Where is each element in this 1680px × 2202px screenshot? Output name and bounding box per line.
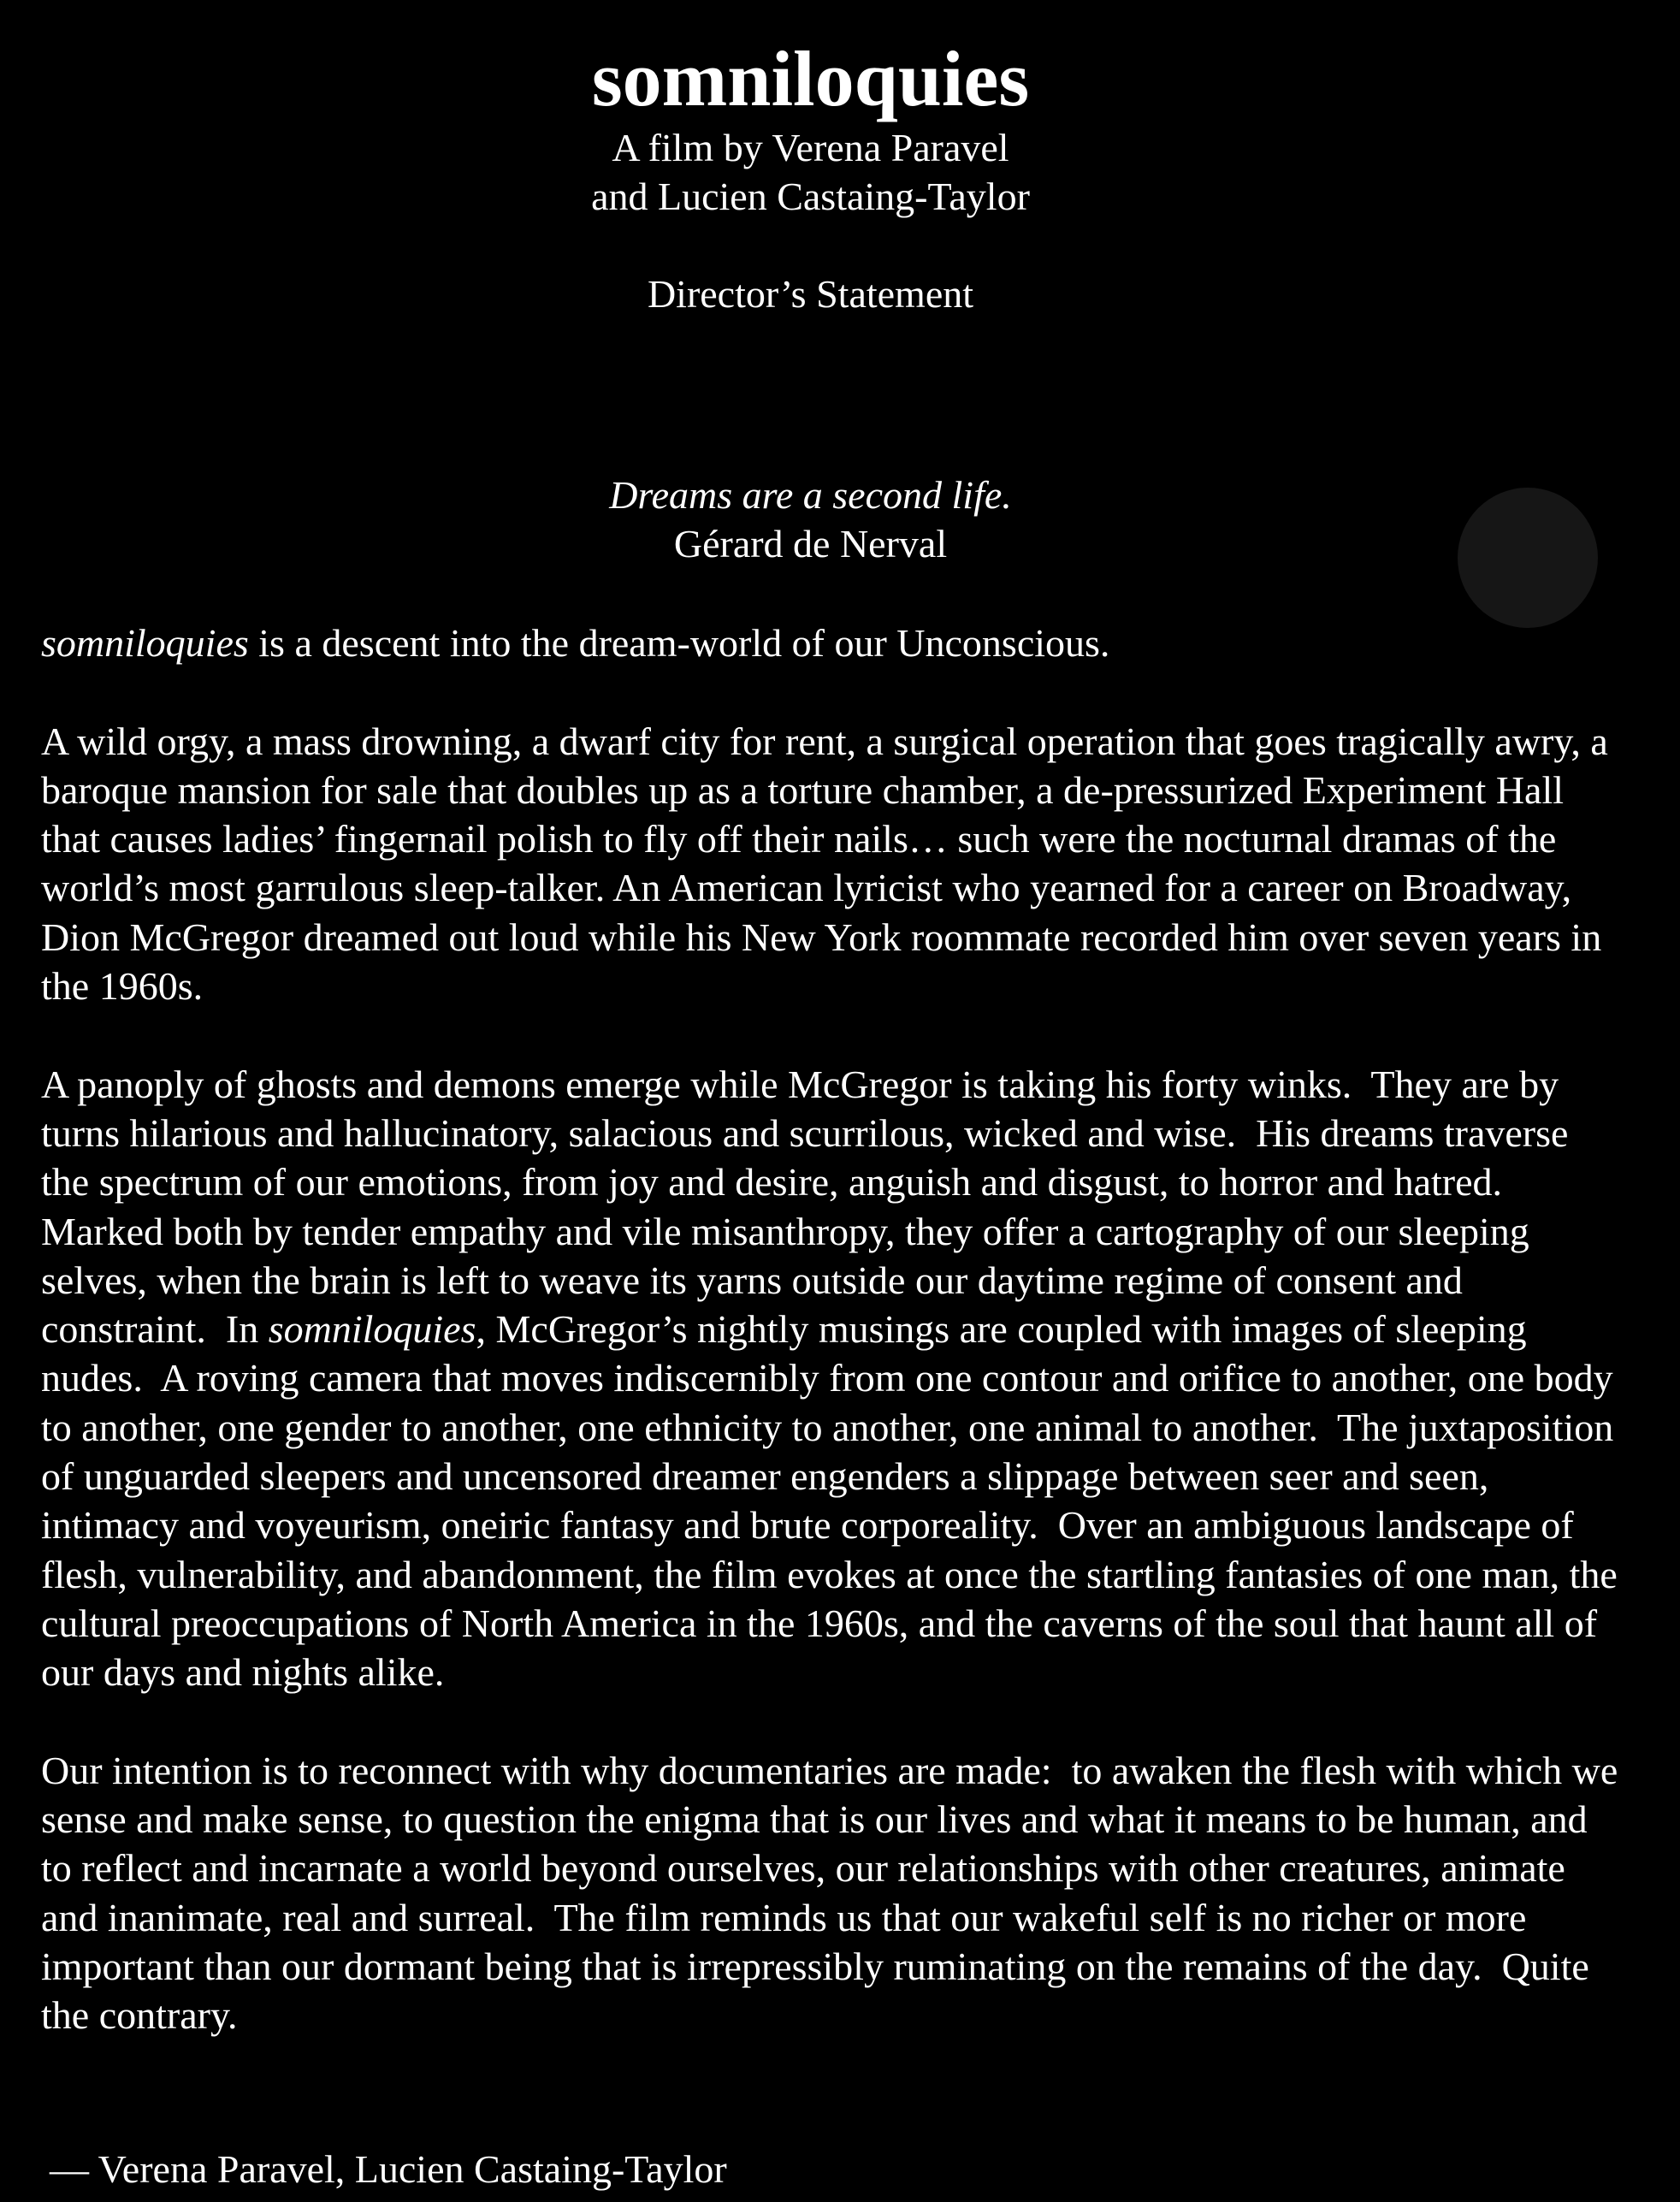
statement-body	[41, 619, 1624, 2089]
signature: — Verena Paravel, Lucien Castaing-Taylor	[50, 2147, 727, 2191]
credit-line-2: and Lucien Castaing-Taylor	[591, 175, 1030, 218]
paragraph-dreams: A wild orgy, a mass drowning, a dwarf city for rent, a surgical operation that goes tragically awry, a baroque mansion for sale that doubles up as a torture chamber, a de-pressurized Experiment Hall that causes ladies’ fingernail polish to fly off their nails… such were the nocturnal dramas of the world’s most garrulous sleep-talker. An American lyricist who yearned for a career on Broadway, Dion McGregor dreamed out loud while his New York roommate recorded him over seven years in the 1960s.	[41, 719, 1608, 1009]
paragraph-themes-part-1: A panoply of ghosts and demons emerge while McGregor is taking his forty winks. They are by turns hilarious and hallucinatory, salacious and scurrilous, wicked and wise. His dreams traverse the spectrum of our emotions, from joy and desire, anguish and disgust, to horror and hatred. Marked both by tender empathy and vile misanthropy, they offer a cartography of our sleeping selves, when the brain is left to weave its yarns outside our daytime regime of consent and constraint. In	[41, 1062, 1569, 1352]
paragraph-intro-text: is a descent into the dream-world of our Unconscious.	[248, 621, 1110, 665]
film-title: somniloquies	[591, 35, 1030, 122]
paragraph-intro	[41, 619, 1624, 667]
paragraph-intention: Our intention is to reconnect with why documentaries are made: to awaken the flesh with which we sense and make sense, to question the enigma that is our lives and what it means to be human, and to reflect and incarnate a world beyond ourselves, our relationships with other creatures, animate and inanimate, real and surreal. The film reminds us that our wakeful self is no richer or more important than our dormant being that is irrepressibly ruminating on the remains of the day. Quite the contrary.	[41, 1748, 1618, 2038]
moon-circle-decoration	[1458, 488, 1598, 628]
credit-line-1: A film by Verena Paravel	[612, 126, 1009, 169]
epigraph-quote: Dreams are a second life.	[609, 473, 1012, 517]
film-title-inline: somniloquies	[268, 1307, 476, 1352]
epigraph-author: Gérard de Nerval	[673, 522, 948, 565]
document-header	[0, 34, 1621, 318]
statement-label: Director’s Statement	[647, 272, 974, 316]
epigraph	[0, 471, 1621, 568]
film-title-inline: somniloquies	[41, 621, 249, 665]
paragraph-themes-part-2: , McGregor’s nightly musings are coupled with images of sleeping nudes. A roving camera that moves indiscernibly from one contour and orifice to another, one body to another, one gender to another, one ethnicity to another, one animal to another. The juxtaposition of unguarded sleepers and uncensored dreamer engenders a slippage between seer and seen, intimacy and voyeurism, oneiric fantasy and brute corporeality. Over an ambiguous landscape of flesh, vulnerability, and abandonment, the film evokes at once the startling fantasies of one man, the cultural preoccupations of North America in the 1960s, and the caverns of the soul that haunt all of our days and nights alike.	[41, 1307, 1618, 1695]
paragraph-themes	[41, 1060, 1624, 1697]
